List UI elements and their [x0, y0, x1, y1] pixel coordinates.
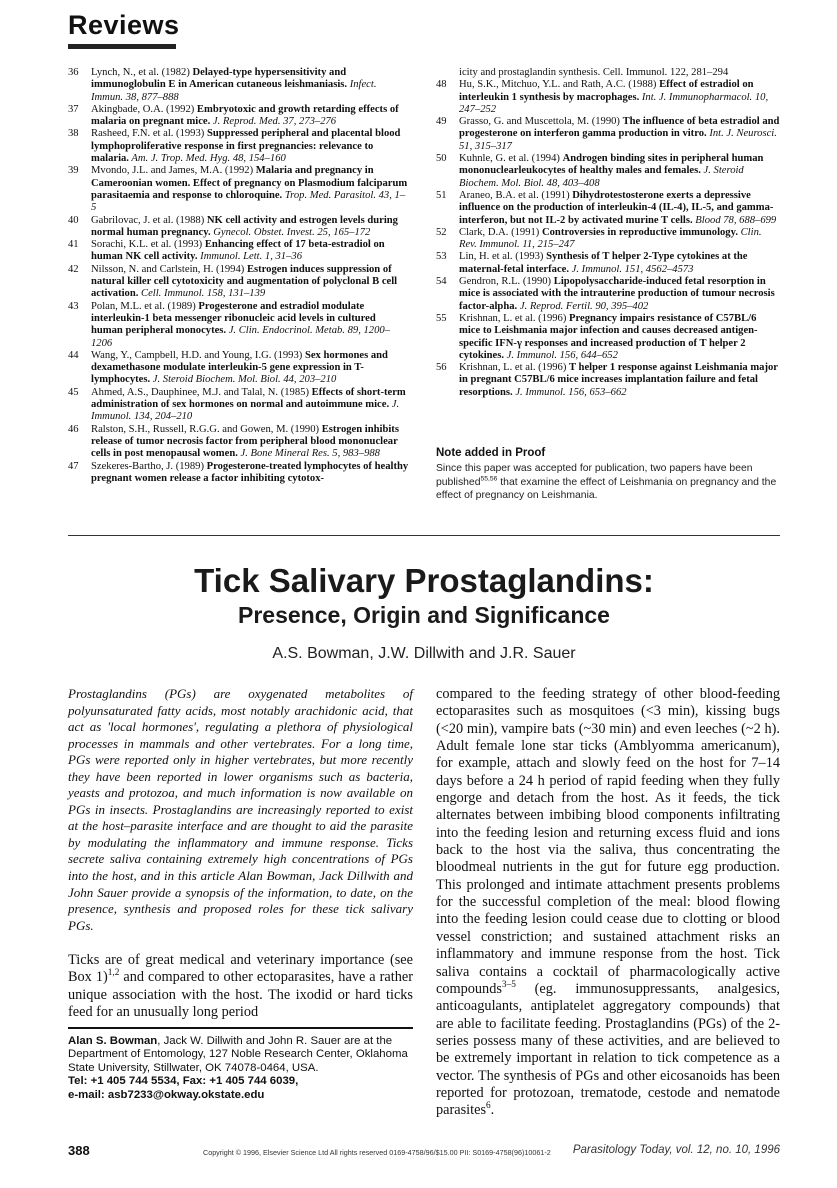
- reference-item: [68, 301, 410, 350]
- reference-number: 39: [68, 165, 79, 177]
- reference-journal: J. Reprod. Med. 37, 273–276: [210, 116, 337, 128]
- reference-authors: Gendron, R.L. (1990): [459, 276, 554, 288]
- reference-title: Malaria and pregnancy in Cameroonian women. Effect of pregnancy on Plasmodium falciparum parasitaemia and response to chloroquine.: [91, 165, 408, 201]
- reference-journal: Int. J. Neurosci. 51, 315–317: [459, 128, 777, 152]
- copyright-line: Copyright © 1996, Elsevier Science Ltd All rights reserved 0169-4758/96/$15.00 PII: S0169-4758(96)10061-2: [203, 1148, 551, 1157]
- reference-item: [68, 67, 410, 104]
- reference-number: 38: [68, 128, 79, 140]
- reference-journal: J. Steroid Biochem. Mol. Biol. 48, 403–408: [459, 165, 744, 189]
- reference-journal: Infect. Immun. 38, 877–888: [91, 79, 377, 103]
- reference-journal: J. Immunol. 134, 204–210: [91, 399, 400, 423]
- reference-authors: Sorachi, K.L. et al. (1993): [91, 239, 205, 251]
- reference-number: 44: [68, 349, 79, 361]
- reference-title: Controversies in reproductive immunology.: [541, 226, 738, 238]
- reference-item: [436, 116, 780, 153]
- reference-title: NK cell activity and estrogen levels during normal human pregnancy.: [91, 214, 398, 238]
- reference-authors: Szekeres-Bartho, J. (1989): [91, 460, 207, 472]
- body-text: (eg. immunosuppressants, analgesics, anticoagulants, antiplatelet aggregatory compounds) that are able to facilitate feeding. Prostaglandins (PGs) of the 2-series possess many of these activities, and are believed to be extremely important in relation to tick competence as a vector. The synthesis of PGs and other eicosanoids has been reported for protozoan, trematode, cestode and nematode parasites: [436, 980, 780, 1119]
- reference-title: Synthesis of T helper 2-Type cytokines at the maternal-fetal interface.: [459, 251, 748, 275]
- reference-authors: Gabrilovac, J. et al. (1988): [91, 214, 207, 226]
- reference-number: 42: [68, 263, 79, 275]
- article-abstract: Prostaglandins (PGs) are oxygenated metabolites of polyunsaturated fatty acids, most notably arachidonic acid, that act as 'local hormones', regulating a plethora of physiological processes in mammals and other vertebrates. For a long time, PGs were reported only in higher vertebrates, but more recently they have been reported in lower organisms such as bacteria, yeasts and protozoa, and much information is now available on PGs in insects. Prostaglandins are increasingly reported to exist at the host–parasite interface and are thought to aid the parasite by modulating the inflammatory and immune response. Ticks secrete saliva containing extremely high concentrations of PGs into the host, and in this article Alan Bowman, Jack Dillwith and John Sauer provide a synopsis of the information, to date, on the presence, synthesis and proposed roles for these tick salivary PGs.: [68, 686, 413, 933]
- reference-item: [68, 239, 410, 264]
- reference-authors: Ralston, S.H., Russell, R.G.G. and Gowen, M. (1990): [91, 423, 322, 435]
- reference-item: [68, 104, 410, 129]
- reference-journal: Immunol. Lett. 1, 31–36: [197, 251, 302, 263]
- reference-journal: Trop. Med. Parasitol. 43, 1–5: [91, 189, 406, 214]
- reference-authors: Kuhnle, G. et al. (1994): [459, 153, 563, 165]
- reference-title: Sex hormones and dexamethasone modulate interleukin-5 gene expression in T-lymphocytes.: [91, 349, 388, 386]
- reference-number: 55: [436, 312, 447, 324]
- reference-journal: Am. J. Trop. Med. Hyg. 48, 154–160: [128, 153, 286, 165]
- reference-authors: Krishnan, L. et al. (1996): [459, 362, 570, 374]
- page-number: 388: [68, 1143, 90, 1158]
- reference-item: [436, 313, 780, 362]
- reference-journal: J. Clin. Endocrinol. Metab. 89, 1200–1206: [91, 325, 390, 349]
- reference-item: [68, 264, 410, 301]
- reference-item: [436, 79, 780, 116]
- reference-item: [436, 153, 780, 190]
- body-text: compared to the feeding strategy of other blood-feeding ectoparasites such as mosquitoes (<3 min), kissing bugs (<20 min), vampire bats (~30 min) and even leeches (~2 h). Adult female lone star ticks (Amblyomma americanum), for example, attach and slowly feed on the host for 7–14 days before a 24 h period of rapid feeding when they fully engorge and detach from the host. As it feeds, the tick alternates between imbibing blood components infiltrating into the feeding lesion and returning excess fluid and ions back to the host via the saliva, thus concentrating the bloodmeal nutrients in the gut for future egg production. This prolonged and intimate attachment presents problems for the successful completion of the meal: blood flowing into the feeding lesion could cease due to clotting or blood vessel constriction; and sustained attachment risks an inflammatory and immune response from the host. Tick saliva contains a cocktail of pharmacologically active compounds: [436, 686, 780, 997]
- affiliation-phone: Tel: +1 405 744 5534, Fax: +1 405 744 6039,: [68, 1075, 299, 1088]
- author-affiliation: [68, 1035, 413, 1102]
- reference-item: [68, 387, 410, 424]
- reference-number: 37: [68, 103, 79, 115]
- reference-item: [68, 165, 410, 214]
- reference-title: Effects of short-term administration of sex hormones on normal and autoimmune mice.: [91, 386, 406, 411]
- article-title: Tick Salivary Prostaglandins:: [194, 562, 654, 599]
- reference-title: Embryotoxic and growth retarding effects of malaria on pregnant mice.: [91, 103, 399, 128]
- reference-item: [436, 227, 780, 252]
- reference-item: [68, 215, 410, 240]
- reference-title: Delayed-type hypersensitivity and immunoglobulin E in American cutaneous leishmaniasis.: [91, 67, 348, 91]
- reference-journal: J. Steroid Biochem. Mol. Biol. 44, 203–210: [150, 374, 337, 386]
- reference-journal: Int. J. Immunopharmacol. 10, 247–252: [459, 91, 769, 115]
- references-right-column: [436, 67, 780, 399]
- reference-number: 43: [68, 300, 79, 312]
- note-text: Since this paper was accepted for publication, two papers have been published: [436, 463, 753, 488]
- affiliation-text: , Jack W. Dillwith and John R. Sauer are at the Department of Entomology, 127 Noble Research Center, Oklahoma State University, Stillwater, OK 74078-0464, USA.: [68, 1035, 408, 1074]
- reference-authors: Araneo, B.A. et al. (1991): [459, 189, 573, 201]
- reference-continuation: [459, 67, 780, 79]
- reference-journal: J. Immunol. 151, 4562–4573: [569, 263, 694, 275]
- reference-authors: Lynch, N., et al. (1982): [91, 67, 193, 78]
- reference-authors: Polan, M.L. et al. (1989): [91, 300, 199, 312]
- reference-title: icity and prostaglandin synthesis.: [459, 67, 601, 78]
- reference-title: Effect of estradiol on interleukin 1 synthesis by macrophages.: [459, 79, 754, 103]
- reference-item: [436, 276, 780, 313]
- reference-title: Dihydrotestosterone exerts a depressive influence on the production of interleukin-4 (IL-4), IL-5, and gamma-interferon, but not IL-2 by activated murine T cells.: [459, 189, 774, 226]
- section-title: Reviews: [68, 10, 180, 40]
- reference-journal: J. Immunol. 156, 644–652: [504, 349, 618, 361]
- reference-number: 46: [68, 423, 79, 435]
- references-right-list: [436, 79, 780, 399]
- reference-title: Estrogen inhibits release of tumor necrosis factor from peripheral blood mononuclear cells in post menopausal women.: [91, 423, 399, 460]
- reference-title: Pregnancy impairs resistance of C57BL/6 mice to Leishmania major infection and causes decreased antigen-specific IFN-γ responses and increased production of T helper 2 cytokines.: [459, 312, 758, 361]
- reference-title: Androgen binding sites in peripheral human mononuclearleukocytes of healthy males and females.: [459, 153, 764, 177]
- reference-item: [68, 461, 410, 486]
- reference-title: Progesterone and estradiol modulate interleukin-1 beta messenger ribonucleic acid levels in cultured human peripheral monocytes.: [91, 300, 376, 337]
- article-subtitle: Presence, Origin and Significance: [238, 602, 610, 628]
- reference-journal: J. Reprod. Fertil. 90, 395–402: [517, 300, 649, 312]
- references-left-column: [68, 67, 410, 485]
- article-authors: A.S. Bowman, J.W. Dillwith and J.R. Sauer: [272, 645, 576, 662]
- body-text: Ticks are of great medical and veterinary importance (see Box 1): [68, 952, 413, 986]
- section-divider: [68, 535, 780, 536]
- note-heading: Note added in Proof: [436, 447, 546, 459]
- reference-item: [436, 362, 780, 399]
- reference-authors: Clark, D.A. (1991): [459, 226, 542, 238]
- reference-journal: J. Immunol. 156, 653–662: [512, 386, 627, 398]
- reference-authors: Mvondo, J.L. and James, M.A. (1992): [91, 165, 256, 177]
- reference-title: Progesterone-treated lymphocytes of healthy pregnant women release a factor inhibiting cytotox-: [91, 460, 409, 484]
- affiliation-rule: [68, 1027, 413, 1029]
- reference-authors: Hu, S.K., Mitchuo, Y.L. and Rath, A.C. (1988): [459, 79, 660, 91]
- reference-authors: Akingbade, O.A. (1992): [91, 103, 197, 115]
- affiliation-name: Alan S. Bowman: [68, 1035, 158, 1047]
- reference-authors: Grasso, G. and Muscettola, M. (1990): [459, 116, 623, 128]
- reference-number: 52: [436, 226, 447, 238]
- reference-authors: Ahmed, A.S., Dauphinee, M.J. and Talal, N. (1985): [91, 386, 312, 398]
- reference-journal: Cell. Immunol. 158, 131–139: [138, 288, 266, 300]
- reference-title: Lipopolysaccharide-induced fetal resorption in mice is associated with the intrauterine production of tumour necrosis factor-alpha.: [459, 276, 775, 312]
- reference-item: [436, 251, 780, 276]
- reference-number: 40: [68, 214, 79, 226]
- journal-citation: Parasitology Today, vol. 12, no. 10, 1996: [572, 1144, 780, 1156]
- reference-title: Estrogen induces suppression of natural killer cell cytotoxicity and augmentation of polyclonal B cell activation.: [91, 263, 398, 300]
- reference-number: 56: [436, 362, 447, 374]
- affiliation-email: e-mail: asb7233@okway.okstate.edu: [68, 1088, 265, 1101]
- note-text: that examine the effect of Leishmania on pregnancy and the effect of pregnancy on Leishmania.: [436, 476, 777, 502]
- reference-title: T helper 1 response against Leishmania major in pregnant C57BL/6 mice increases implantation failure and fetal resorptions.: [459, 362, 778, 398]
- body-text: .: [490, 1102, 495, 1119]
- note-body: [436, 462, 780, 503]
- intro-paragraph: [68, 952, 413, 1022]
- reference-number: 48: [436, 79, 447, 91]
- citation: 1,2: [107, 968, 120, 979]
- section-title-rule: [68, 44, 176, 49]
- reference-authors: Wang, Y., Campbell, H.D. and Young, I.G. (1993): [91, 349, 305, 361]
- reference-number: 50: [436, 153, 447, 165]
- reference-item: [68, 128, 410, 165]
- reference-number: 53: [436, 251, 447, 263]
- reference-authors: Nilsson, N. and Carlstein, H. (1994): [91, 263, 247, 275]
- body-text: and compared to other ectoparasites, have a rather unique association with the host. The ixodid or hard ticks feed for an unusually long period: [68, 969, 413, 1021]
- reference-number: 54: [436, 276, 447, 288]
- reference-item: [68, 424, 410, 461]
- reference-number: 49: [436, 116, 447, 128]
- reference-title: Enhancing effect of 17 beta-estradiol on human NK cell activity.: [91, 239, 385, 263]
- note-citation: 55,56: [480, 475, 498, 483]
- citation: 3–5: [501, 980, 516, 991]
- reference-item: [436, 190, 780, 227]
- reference-journal: Clin. Rev. Immunol. 11, 215–247: [459, 226, 762, 251]
- reference-title: Suppressed peripheral and placental blood lymphoproliferative response in first pregnancies: relevance to malaria.: [91, 128, 401, 165]
- reference-number: 45: [68, 386, 79, 398]
- reference-number: 36: [68, 67, 79, 78]
- reference-authors: Lin, H. et al. (1993): [459, 251, 547, 263]
- reference-journal: Gynecol. Obstet. Invest. 25, 165–172: [210, 226, 371, 238]
- reference-authors: Rasheed, F.N. et al. (1993): [91, 128, 207, 140]
- reference-journal: Cell. Immunol. 122, 281–294: [600, 67, 729, 78]
- body-column-right: [436, 686, 780, 1120]
- reference-number: 41: [68, 239, 79, 251]
- reference-journal: J. Bone Mineral Res. 5, 983–988: [237, 448, 380, 460]
- citation: 6: [486, 1101, 491, 1112]
- reference-number: 51: [436, 189, 447, 201]
- reference-item: [68, 350, 410, 387]
- reference-title: The influence of beta estradiol and progesterone on interferon gamma production in vitro.: [459, 116, 780, 140]
- reference-authors: Krishnan, L. et al. (1996): [459, 312, 570, 324]
- reference-number: 47: [68, 460, 79, 472]
- reference-journal: Blood 78, 688–699: [692, 214, 777, 226]
